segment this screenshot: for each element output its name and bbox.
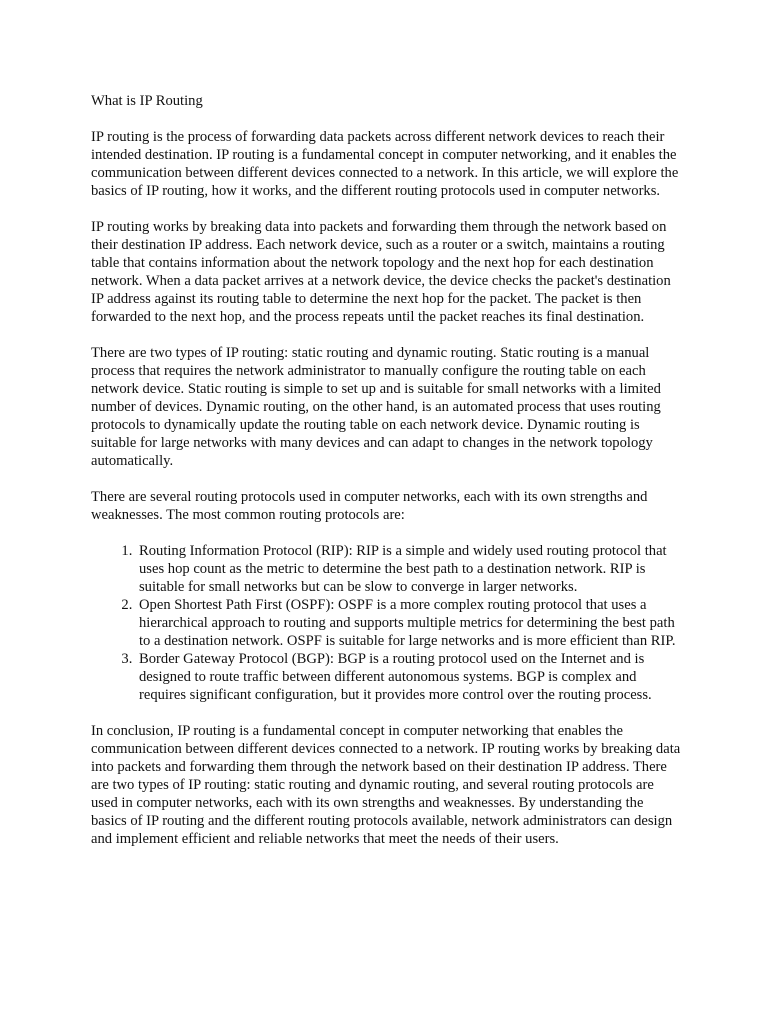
protocol-list xyxy=(91,542,681,704)
protocol-item-bgp: 3. Border Gateway Protocol (BGP): BGP is a routing protocol used on the Internet and is designed to route traffic between different autonomous systems. BGP is complex and requires significant configuration, but it provides more control over the routing process. xyxy=(136,650,681,704)
protocol-item-rip: 1. Routing Information Protocol (RIP): RIP is a simple and widely used routing protocol that uses hop count as the metric to determine the best path to a destination network. RIP is suitable for small networks but can be slow to converge in larger networks. xyxy=(136,542,681,596)
protocol-item-ospf: 2. Open Shortest Path First (OSPF): OSPF is a more complex routing protocol that uses a hierarchical approach to routing and supports multiple metrics for determining the best path to a destination network. OSPF is suitable for large networks and is more efficient than RIP. xyxy=(136,596,681,650)
how-it-works-paragraph: IP routing works by breaking data into packets and forwarding them through the network based on their destination IP address. Each network device, such as a router or a switch, maintains a routing table that contains information about the network topology and the next hop for each destination network. When a data packet arrives at a network device, the device checks the packet's destination IP address against its routing table to determine the next hop for the packet. The packet is then forwarded to the next hop, and the process repeats until the packet reaches its final destination. xyxy=(91,219,671,325)
conclusion-paragraph: In conclusion, IP routing is a fundamental concept in computer networking that enables the communication between different devices connected to a network. IP routing works by breaking data into packets and forwarding them through the network based on their destination IP address. There are two types of IP routing: static routing and dynamic routing, and several routing protocols are used in computer networks, each with its own strengths and weaknesses. By understanding the basics of IP routing and the different routing protocols available, network administrators can design and implement efficient and reliable networks that meet the needs of their users. xyxy=(91,723,681,847)
document-page xyxy=(91,92,681,866)
document-title: What is IP Routing xyxy=(91,93,203,109)
routing-types-paragraph: There are two types of IP routing: static routing and dynamic routing. Static routing is a manual process that requires the network administrator to manually configure the routing table on each network device. Static routing is simple to set up and is suitable for small networks with a limited number of devices. Dynamic routing, on the other hand, is an automated process that uses routing protocols to dynamically update the routing table on each network device. Dynamic routing is suitable for large networks with many devices and can adapt to changes in the network topology automatically. xyxy=(91,345,661,469)
protocols-intro-paragraph: There are several routing protocols used in computer networks, each with its own strengths and weaknesses. The most common routing protocols are: xyxy=(91,489,648,523)
intro-paragraph: IP routing is the process of forwarding data packets across different network devices to reach their intended destination. IP routing is a fundamental concept in computer networking, and it enables the communication between different devices connected to a network. In this article, we will explore the basics of IP routing, how it works, and the different routing protocols used in computer networks. xyxy=(91,129,679,199)
